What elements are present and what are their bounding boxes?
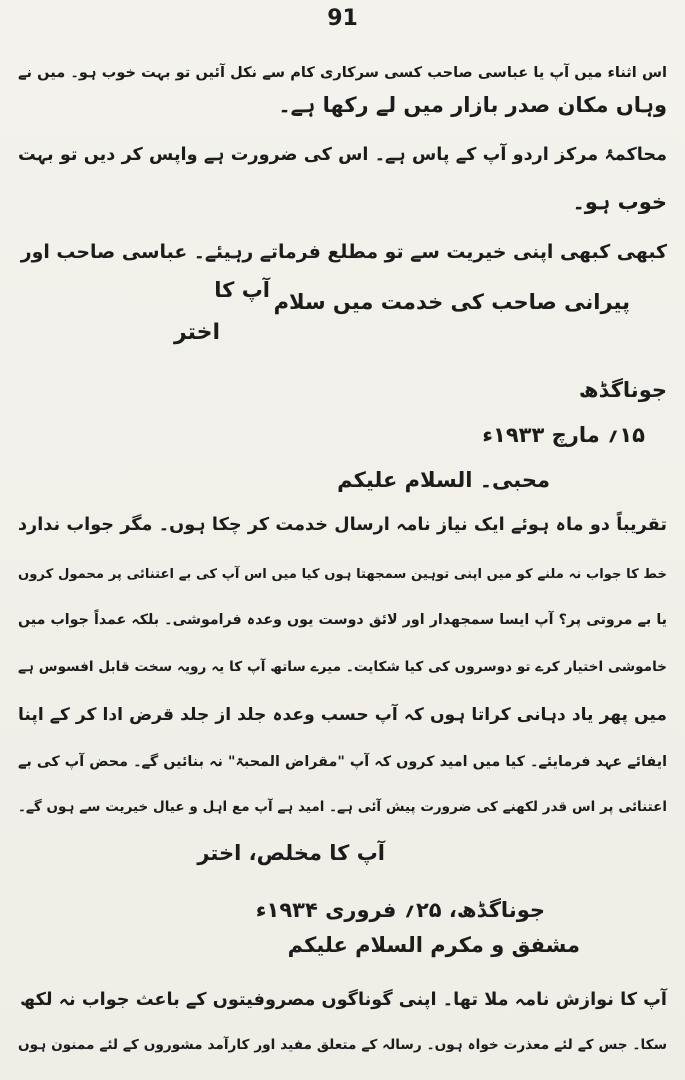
letter1-signature: اختر bbox=[173, 320, 220, 345]
letter1-line-4: خوب ہو۔ bbox=[572, 190, 667, 214]
letter1-closing: آپ کا bbox=[214, 278, 270, 302]
letter2-line-2: خط کا جواب نہ ملنے کو میں اپنی توہین سمجھتا ہوں کیا میں اس آپ کی بے اعتنائی پر محمول کروں bbox=[18, 567, 667, 582]
letter2-closing: آپ کا مخلص، اختر bbox=[197, 841, 385, 865]
letter1-line-1: اس اثناء میں آپ یا عباسی صاحب کسی سرکاری کام سے نکل آئیں تو بہت خوب ہو۔ میں نے bbox=[18, 65, 667, 81]
letter2-line-5: میں پھر یاد دہانی کراتا ہوں کہ آپ حسب وعدہ جلد از جلد قرض ادا کر کے اپنا bbox=[18, 705, 667, 725]
letter2-line-4: خاموشی اختیار کرے تو دوسروں کی کیا شکایت۔ میرے ساتھ آپ کا یہ رویہ سخت قابل افسوس ہے bbox=[18, 659, 667, 675]
letter3-salutation: مشفق و مکرم السلام علیکم bbox=[287, 933, 580, 957]
letter1-line-3: محاکمۂ مرکز اردو آپ کے پاس ہے۔ اس کی ضرورت ہے واپس کر دیں تو بہت bbox=[18, 145, 667, 165]
letter2-place: جوناگڈھ bbox=[578, 378, 667, 402]
letter2-line-3: یا بے مروتی پر؟ آپ ایسا سمجھدار اور لائق دوست یوں وعدہ فراموشی۔ بلکہ عمداً جواب میں bbox=[18, 612, 667, 628]
letter2-line-7: اعتنائی پر اس قدر لکھنے کی ضرورت پیش آئی ہے۔ امید ہے آپ مع اہل و عیال خیریت سے ہوں گے۔ bbox=[18, 799, 667, 815]
letter1-line-6: پیرانی صاحب کی خدمت میں سلام bbox=[273, 290, 630, 314]
letter2-date: ۱۵؍ مارچ ۱۹۳۳ء bbox=[482, 423, 645, 447]
page-number: 91 bbox=[327, 6, 358, 31]
letter2-salutation: محبی۔ السلام علیکم bbox=[337, 468, 550, 492]
letter1-line-5: کبھی کبھی اپنی خیریت سے تو مطلع فرماتے رہیئے۔ عباسی صاحب اور bbox=[20, 241, 667, 263]
letter2-line-1: تقریباً دو ماہ ہوئے ایک نیاز نامہ ارسال خدمت کر چکا ہوں۔ مگر جواب ندارد bbox=[18, 515, 667, 535]
letter3-line-2: سکا۔ جس کے لئے معذرت خواہ ہوں۔ رسالہ کے متعلق مفید اور کارآمد مشوروں کے لئے ممنون ہوں bbox=[18, 1037, 667, 1053]
letter1-line-2: وہاں مکان صدر بازار میں لے رکھا ہے۔ bbox=[278, 93, 667, 117]
letter3-place-date: جوناگڈھ، ۲۵؍ فروری ۱۹۳۴ء bbox=[255, 898, 545, 922]
letter2-line-6: ایفائے عہد فرمایئے۔ کیا میں امید کروں کہ آپ "مقراض المحبۃ" نہ بنائیں گے۔ محض آپ کی بے bbox=[18, 754, 667, 770]
letter3-line-1: آپ کا نوازش نامہ ملا تھا۔ اپنی گوناگوں مصروفیتوں کے باعث جواب نہ لکھ bbox=[20, 990, 667, 1010]
